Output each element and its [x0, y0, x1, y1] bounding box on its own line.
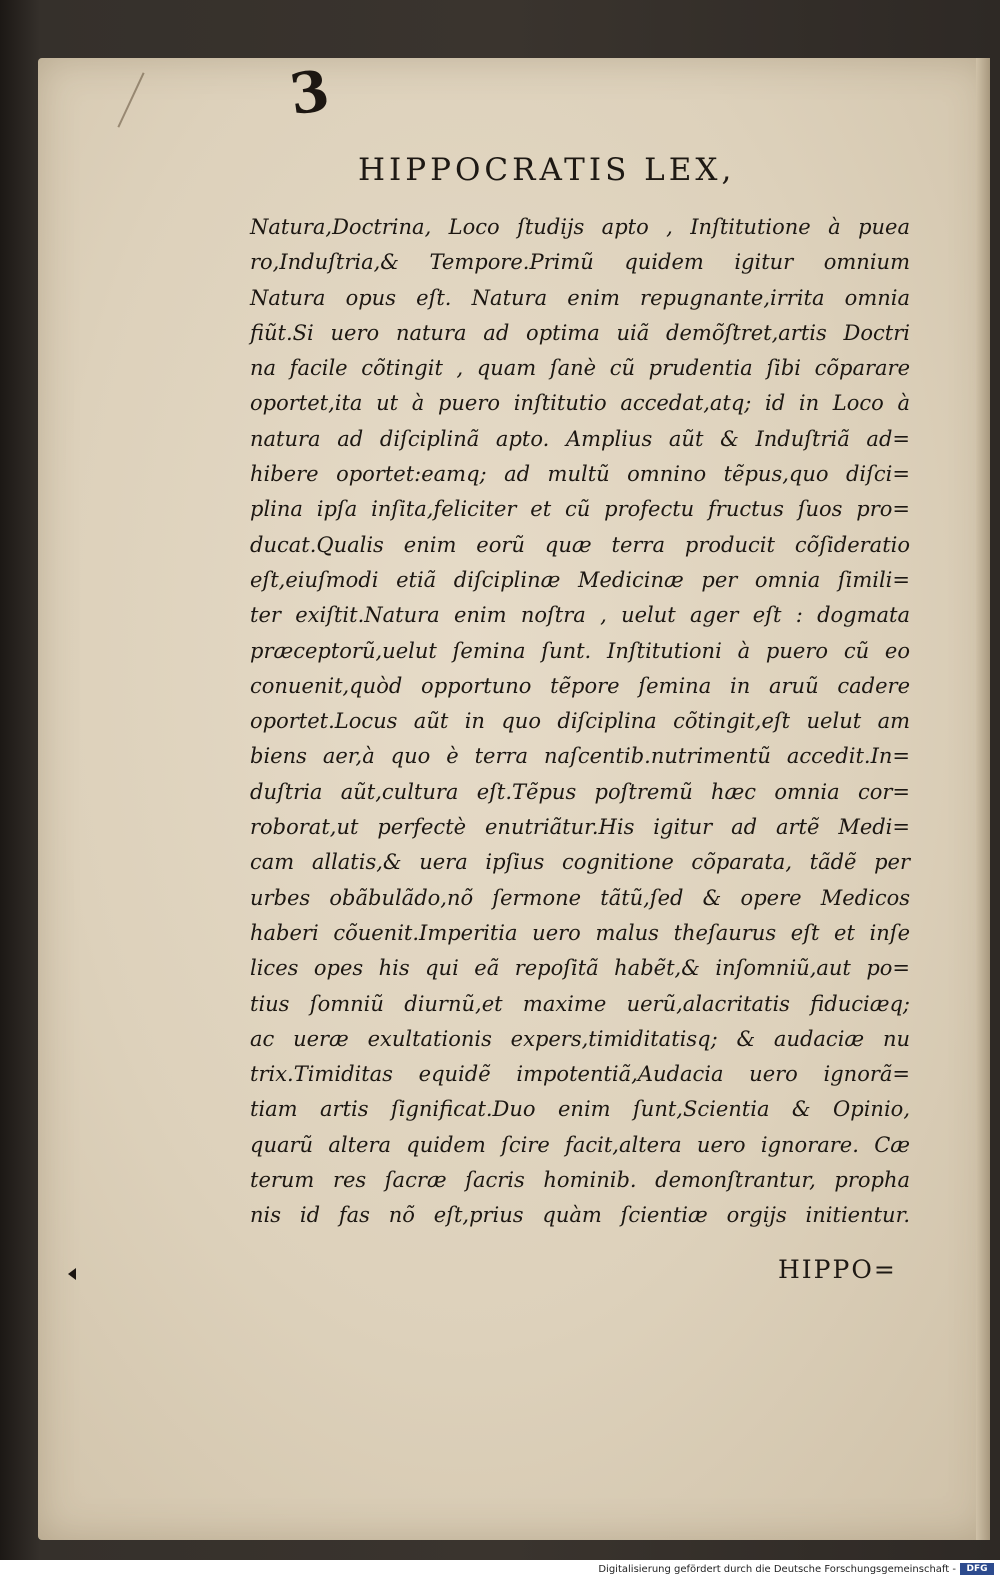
- page-edge: [976, 58, 990, 1540]
- text-line: roborat,ut perfectè enutriãtur.His igitur ad artẽ Medi=: [250, 815, 910, 840]
- text-line: terum res ſacræ ſacris hominib. demonſtrantur, propha: [250, 1168, 910, 1193]
- text-line: conuenit,quòd opportuno tẽpore ſemina in aruũ cadere: [250, 673, 910, 698]
- signature-mark: 3: [285, 57, 334, 129]
- text-line: quarũ altera quidem ſcire facit,altera uero ignorare. Cæ: [250, 1132, 910, 1157]
- text-line: lices opes his qui eã repoſitã habẽt,& inſomniũ,aut po=: [250, 956, 910, 981]
- text-line: oportet.Locus aũt in quo diſciplina cõtingit,eſt uelut am: [250, 709, 910, 734]
- text-line: nis id fas nõ eſt,prius quàm ſcientiæ orgijs initientur.: [250, 1203, 910, 1228]
- text-line: natura ad diſciplinã apto. Amplius aũt & Induſtriã ad=: [250, 426, 910, 451]
- text-line: fiũt.Si uero natura ad optima uiã demõſtret,artis Doctri: [250, 320, 910, 345]
- text-line: biens aer,à quo è terra naſcentib.nutrimentũ accedit.In=: [250, 744, 910, 769]
- text-line: præceptorũ,uelut ſemina ſunt. Inſtitutioni à puero cũ eo: [250, 638, 910, 663]
- margin-arrow-icon: [68, 1268, 76, 1280]
- footer-bar: [0, 1560, 1000, 1577]
- catchword: HIPPO=: [778, 1255, 897, 1284]
- page-title: HIPPOCRATIS LEX,: [358, 152, 736, 188]
- text-line: haberi cõuenit.Imperitia uero malus theſaurus eſt et inſe: [250, 920, 910, 945]
- text-line: hibere oportet:eamq; ad multũ omnino tẽpus,quo diſci=: [250, 462, 910, 487]
- text-line: Natura opus eſt. Natura enim repugnante,irrita omnia: [250, 285, 910, 310]
- footer-credit: Digitalisierung gefördert durch die Deutsche Forschungsgemeinschaft -: [598, 1564, 956, 1575]
- text-line: tius ſomniũ diurnũ,et maxime uerũ,alacritatis fiduciæq;: [250, 991, 910, 1016]
- text-line: tiam artis ſignificat.Duo enim ſunt,Scientia & Opinio,: [250, 1097, 910, 1122]
- text-line: ro,Induſtria,& Tempore.Primũ quidem igitur omnium: [250, 250, 910, 275]
- body-text: [250, 210, 910, 1234]
- text-line: oportet,ita ut à puero inſtitutio accedat,atq; id in Loco à: [250, 391, 910, 416]
- text-line: duſtria aũt,cultura eſt.Tẽpus poſtremũ hæc omnia cor=: [250, 779, 910, 804]
- text-line: Natura,Doctrina, Loco ſtudijs apto , Inſtitutione à puea: [250, 215, 910, 239]
- dfg-logo: DFG: [960, 1563, 994, 1575]
- text-line: na facile cõtingit , quam ſanè cũ prudentia ſibi cõparare: [250, 356, 910, 381]
- text-line: ter exiſtit.Natura enim noſtra , uelut ager eſt : dogmata: [250, 603, 910, 628]
- text-line: cam allatis,& uera ipſius cognitione cõparata, tãdẽ per: [250, 850, 910, 875]
- text-line: urbes obãbulãdo,nõ ſermone tãtũ,ſed & opere Medicos: [250, 885, 910, 910]
- text-line: trix.Timiditas equidẽ impotentiã,Audacia uero ignorã=: [250, 1062, 910, 1087]
- text-line: ducat.Qualis enim eorũ quæ terra producit cõſideratio: [250, 532, 910, 557]
- text-line: eſt,eiuſmodi etiã diſciplinæ Medicinæ per omnia ſimili=: [250, 567, 910, 592]
- text-line: ac ueræ exultationis expers,timiditatisq; & audaciæ nu: [250, 1026, 910, 1051]
- text-line: plina ipſa inſita,feliciter et cũ profectu fructus ſuos pro=: [250, 497, 910, 522]
